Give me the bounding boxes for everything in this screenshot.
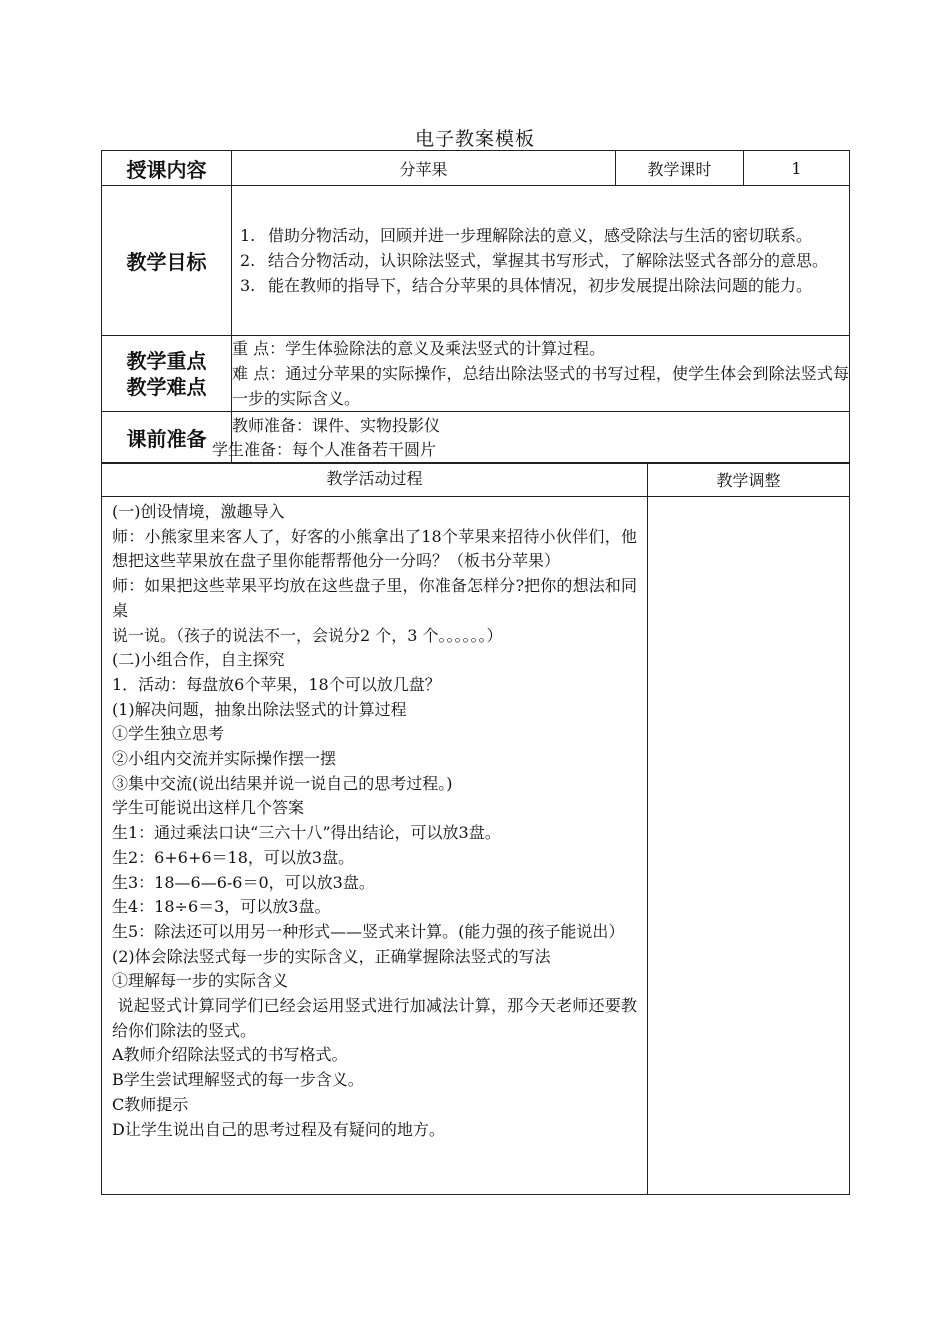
adjust-content: [648, 497, 850, 1195]
process-line: (1)解决问题，抽象出除法竖式的计算过程: [112, 699, 407, 719]
process-line: 生4：18÷6＝3，可以放3盘。: [112, 897, 331, 917]
process-line: 生5：除法还可以用另一种形式——竖式来计算。(能力强的孩子能说出）: [112, 921, 625, 941]
teacher-preparation: 教师准备：课件、实物投影仪: [232, 415, 441, 435]
process-line: C教师提示: [112, 1094, 189, 1114]
process-line: A教师介绍除法竖式的书写格式。: [112, 1045, 348, 1065]
process-line: D让学生说出自己的思考过程及有疑问的地方。: [112, 1119, 445, 1139]
objective-item: 3. 能在教师的指导下，结合分苹果的具体情况，初步发展提出除法问题的能力。: [240, 276, 813, 295]
lesson-content-value: 分苹果: [232, 151, 616, 186]
process-content: [102, 497, 648, 1195]
adjust-header: 教学调整: [648, 463, 850, 497]
objectives-cell: [232, 186, 850, 336]
difficulty-text: 难 点：通过分苹果的实际操作，总结出除法竖式的书写过程，使学生体会到除法竖式每一步的实际含义。: [232, 364, 849, 408]
objectives-label: 教学目标: [102, 186, 232, 336]
focus-text: 重 点：学生体验除法的意义及乘法竖式的计算过程。: [232, 339, 606, 358]
process-line: 说一说。（孩子的说法不一，会说分2 个，3 个。。。。。。）: [112, 625, 503, 645]
lesson-info-table: [101, 150, 850, 464]
lesson-hours-label: 教学课时: [616, 151, 744, 186]
process-line: 师：如果把这些苹果平均放在这些盘子里，你准备怎样分?把你的想法和同桌: [112, 576, 637, 620]
preparation-cell: [212, 412, 850, 464]
process-line: ③集中交流(说出结果并说一说自己的思考过程。): [112, 773, 453, 793]
key-points-label: 教学重点 教学难点: [102, 336, 232, 412]
process-header: 教学活动过程: [102, 463, 648, 497]
process-line: 生1：通过乘法口诀“三六十八”得出结论，可以放3盘。: [112, 823, 501, 843]
process-line: (二)小组合作，自主探究: [112, 650, 285, 670]
student-preparation: 学生准备：每个人准备若干圆片: [212, 439, 437, 459]
key-points-cell: [232, 336, 850, 412]
lesson-hours-value: 1: [744, 151, 850, 186]
process-line: ①学生独立思考: [112, 724, 225, 744]
objective-item: 2. 结合分物活动，认识除法竖式，掌握其书写形式，了解除法竖式各部分的意思。: [240, 251, 829, 270]
process-line: 学生可能说出这样几个答案: [112, 798, 305, 818]
objectives-list: [232, 219, 849, 302]
process-line: 说起竖式计算同学们已经会运用竖式进行加减法计算，那今天老师还要教给你们除法的竖式。: [112, 996, 637, 1040]
process-line: ①理解每一步的实际含义: [112, 971, 289, 991]
process-line: 生3：18—6—6-6＝0，可以放3盘。: [112, 872, 375, 892]
process-line: 师：小熊家里来客人了，好客的小熊拿出了18个苹果来招待小伙伴们，他想把这些苹果放在盘子里你能帮帮他分一分吗？（板书分苹果）: [112, 526, 637, 571]
process-line: (2)体会除法竖式每一步的实际含义，正确掌握除法竖式的写法: [112, 946, 551, 966]
process-line: 生2：6+6+6＝18，可以放3盘。: [112, 847, 355, 867]
preparation-label: 课前准备: [102, 412, 232, 464]
process-line: 1．活动：每盘放6个苹果，18个可以放几盘？: [112, 674, 441, 694]
objective-item: 1. 借助分物活动，回顾并进一步理解除法的意义，感受除法与生活的密切联系。: [240, 226, 813, 245]
lesson-content-label: 授课内容: [102, 151, 232, 186]
process-line: ②小组内交流并实际操作摆一摆: [112, 749, 337, 769]
document-title: 电子教案模板: [414, 128, 535, 150]
process-line: B学生尝试理解竖式的每一步含义。: [112, 1070, 364, 1090]
process-line: (一)创设情境，激趣导入: [112, 502, 285, 521]
process-table: [101, 462, 850, 1195]
